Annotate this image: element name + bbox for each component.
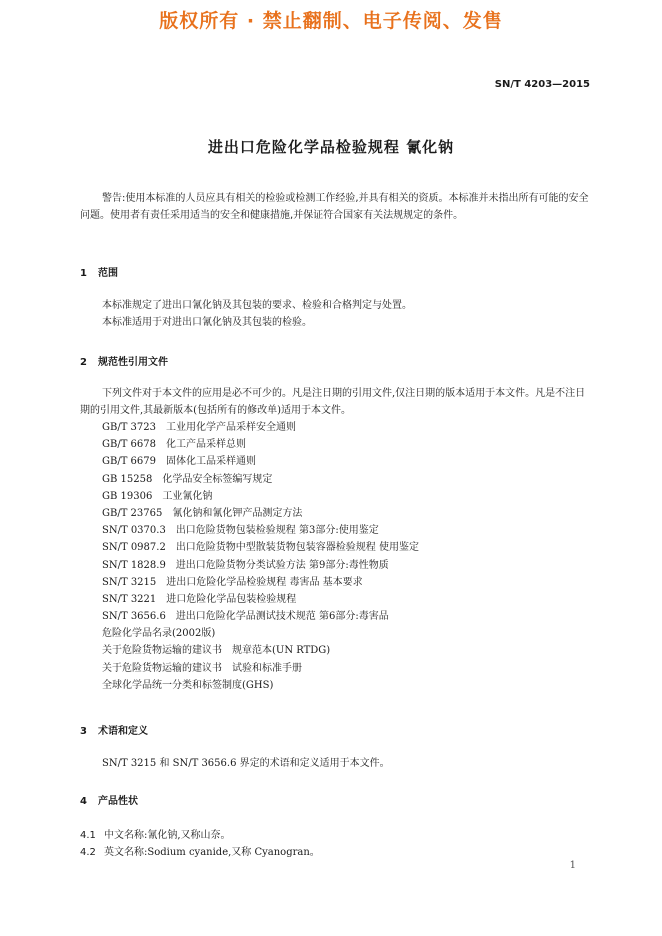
reference-item [102,539,592,556]
section-number: 4 [80,796,87,807]
property-text: 中文名称:氰化钠,又称山奈。 [104,830,231,841]
reference-code: SN/T 1828.9 [102,559,166,571]
reference-code: 关于危险货物运输的建议书 [102,645,222,657]
references-intro: 下列文件对于本文件的应用是必不可少的。凡是注日期的引用文件,仅注日期的版本适用于本文件。凡是不注日期的引用文件,其最新版本(包括所有的修改单)适用于本文件。 [80,388,586,416]
reference-item [102,677,592,694]
reference-item [102,471,592,488]
reference-code: SN/T 0370.3 [102,525,166,537]
reference-code: 全球化学品统一分类和标签制度(GHS) [102,679,274,691]
reference-code: GB 19306 [102,490,153,502]
reference-name: 进出口危险货物分类试验方法 第9部分:毒性物质 [175,559,389,571]
reference-item [102,522,592,539]
reference-code: GB/T 6679 [102,456,157,468]
section-number: 3 [80,726,87,737]
reference-code: SN/T 3656.6 [102,611,166,623]
property-number: 4.1 [80,830,96,841]
section-3-heading [80,722,148,737]
reference-code: GB 15258 [102,473,153,485]
reference-code: GB/T 3723 [102,422,157,433]
reference-name: 工业用化学产品采样安全通则 [166,422,297,433]
property-number: 4.2 [80,847,96,858]
reference-item [102,419,592,436]
reference-item [102,436,592,453]
reference-item [102,453,592,470]
reference-item [102,488,592,505]
reference-code: SN/T 0987.2 [102,542,166,554]
scope-paragraph-1: 本标准规定了进出口氰化钠及其包装的要求、检验和合格判定与处置。 [102,300,412,311]
terms-paragraph: SN/T 3215 和 SN/T 3656.6 界定的术语和定义适用于本文件。 [102,758,390,769]
reference-name: 试验和标准手册 [232,662,302,674]
section-4-heading [80,792,138,807]
reference-item [102,608,592,625]
property-text: 英文名称:Sodium cyanide,又称 Cyanogran。 [104,847,320,858]
reference-item [102,557,592,574]
property-item [80,843,320,858]
copyright-banner: 版权所有 · 禁止翻制、电子传阅、发售 [159,10,503,32]
reference-code: 危险化学品名录(2002版) [102,628,216,640]
reference-code: GB/T 6678 [102,439,157,451]
reference-name: 化学品安全标签编写规定 [162,473,273,485]
reference-item [102,591,592,608]
section-title: 术语和定义 [98,726,148,737]
section-number: 2 [80,357,87,368]
reference-code: GB/T 23765 [102,507,163,519]
reference-code: SN/T 3221 [102,593,157,605]
reference-name: 出口危险货物中型散装货物包装容器检验规程 使用鉴定 [175,542,419,554]
reference-item [102,505,592,522]
reference-name: 化工产品采样总则 [166,439,247,451]
reference-name: 工业氰化钠 [162,490,213,502]
section-title: 范围 [98,268,118,279]
reference-name: 氰化钠和氰化钾产品测定方法 [172,507,303,519]
reference-name: 规章范本(UN RTDG) [232,645,331,657]
page-number: 1 [569,860,576,871]
section-number: 1 [80,268,87,279]
reference-code: 关于危险货物运输的建议书 [102,662,222,674]
reference-item [102,642,592,659]
reference-item [102,660,592,677]
document-title: 进出口危险化学品检验规程 氰化钠 [207,138,455,156]
warning-paragraph: 警告:使用本标准的人员应具有相关的检验或检测工作经验,并具有相关的资质。本标准并未指出所有可能的安全问题。使用者有责任采用适当的安全和健康措施,并保证符合国家有关法规规定的条件。 [80,193,589,221]
reference-name: 进出口危险化学品检验规程 毒害品 基本要求 [166,576,363,588]
section-1-heading [80,264,118,279]
reference-name: 出口危险货物包装检验规程 第3部分:使用鉴定 [175,525,379,537]
reference-list [102,419,592,694]
scope-paragraph-2: 本标准适用于对进出口氰化钠及其包装的检验。 [102,317,312,328]
section-2-heading [80,353,168,368]
standard-code: SN/T 4203—2015 [494,79,590,90]
reference-name: 固体化工品采样通则 [166,456,257,468]
property-item [80,826,231,841]
reference-code: SN/T 3215 [102,576,157,588]
section-title: 规范性引用文件 [98,357,168,368]
section-title: 产品性状 [98,796,138,807]
reference-item [102,625,592,642]
reference-name: 进出口危险化学品测试技术规范 第6部分:毒害品 [175,611,389,623]
reference-name: 进口危险化学品包装检验规程 [166,593,297,605]
reference-item [102,574,592,591]
